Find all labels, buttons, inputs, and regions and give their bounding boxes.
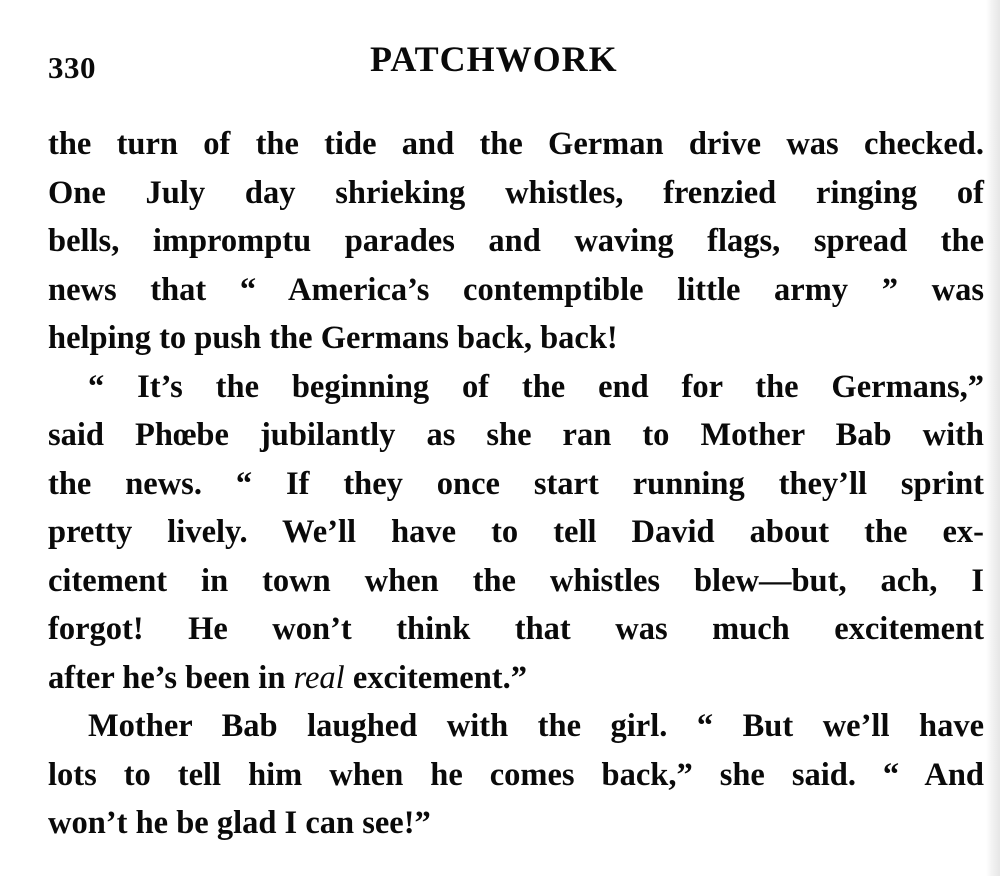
text-line: “ It’s the beginning of the end for the Germans,” xyxy=(88,368,984,405)
page-edge-shadow xyxy=(986,0,1000,876)
running-head: PATCHWORK xyxy=(370,39,618,79)
text-line: pretty lively. We’ll have to tell David about the ex- xyxy=(48,514,984,550)
emphasized-word: real xyxy=(293,659,345,696)
text-fragment: after he’s been in xyxy=(48,659,294,696)
page-number: 330 xyxy=(48,50,96,85)
text-line: One July day shrieking whistles, frenzied ringing of xyxy=(48,174,984,211)
text-line: won’t he be glad I can see!” xyxy=(48,805,431,841)
text-line: the news. “ If they once start running they’ll sprint xyxy=(48,465,984,502)
body-text xyxy=(48,120,984,848)
text-line: the turn of the tide and the German drive was checked. xyxy=(48,126,984,162)
text-fragment: excitement.” xyxy=(344,659,527,696)
text-line: news that “ America’s contemptible little army ” was xyxy=(48,271,984,308)
text-line: bells, impromptu parades and waving flags, spread the xyxy=(48,223,984,259)
text-line: forgot! He won’t think that was much excitement xyxy=(48,611,984,647)
text-line: said Phœbe jubilantly as she ran to Mother Bab with xyxy=(48,417,984,453)
text-line: lots to tell him when he comes back,” she said. “ And xyxy=(48,756,984,793)
text-line: Mother Bab laughed with the girl. “ But we’ll have xyxy=(88,708,984,744)
text-line-with-emphasis xyxy=(48,654,984,703)
text-line: citement in town when the whistles blew—but, ach, I xyxy=(48,562,984,599)
page-header xyxy=(48,38,988,88)
text-line: helping to push the Germans back, back! xyxy=(48,320,618,356)
